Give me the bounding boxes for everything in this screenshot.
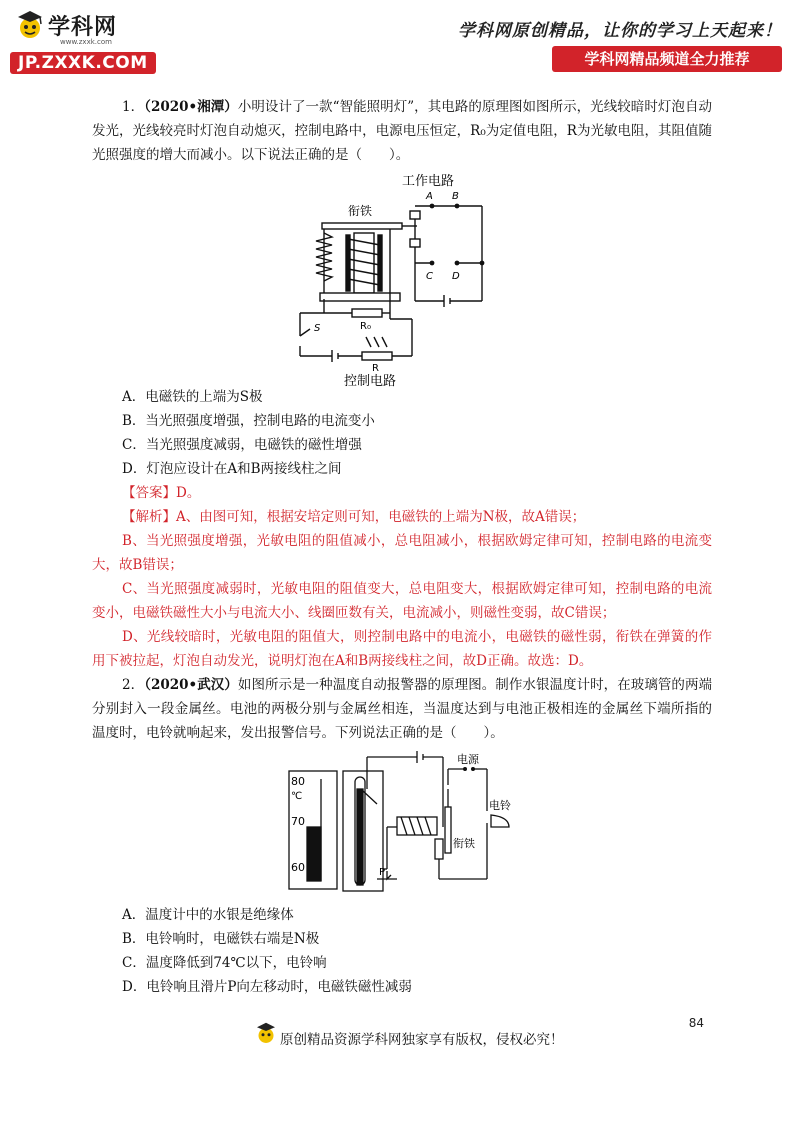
q1-option-a: A．电磁铁的上端为S极 <box>122 389 263 405</box>
tick-80: 80 <box>291 775 305 788</box>
q2-option-a: A．温度计中的水银是绝缘体 <box>122 907 294 923</box>
question-body: 小明设计了一款“智能照明灯”，其电路的原理图如图所示，光线较暗时灯泡自动发光，光线较亮时灯泡自动熄灭，控制电路中，电源电压恒定，R₀为定值电阻，R为光敏电阻，其阻值随光照强度的增大而减小。以下说法正确的是（ ）。 <box>92 99 712 163</box>
q1-option-c: C．当光照强度减弱，电磁铁的磁性增强 <box>122 437 362 453</box>
label-R0: R₀ <box>360 321 371 332</box>
question-1-text <box>92 95 712 167</box>
label-C: C <box>426 271 433 282</box>
label-P: P <box>379 867 386 878</box>
label-armature: 衔铁 <box>453 837 475 850</box>
page-number: 84 <box>688 1016 704 1030</box>
tick-unit: ℃ <box>291 791 303 802</box>
q1-explanation-b: B、当光照强度增强，光敏电阻的阻值减小，总电阻减小，根据欧姆定律可知，控制电路的电流变大，故B错误； <box>92 533 712 573</box>
q1-explanation-c: C、当光照强度减弱时，光敏电阻的阻值变大，总电阻变大，根据欧姆定律可知，控制电路的电流变小，电磁铁磁性大小与电流大小、线圈匝数有关，电流减小，则磁性变弱，故C错误； <box>92 581 712 621</box>
q2-option-c: C．温度降低到74℃以下，电铃响 <box>122 955 327 971</box>
q1-option-d: D．灯泡应设计在A和B两接线柱之间 <box>122 461 342 477</box>
tick-60: 60 <box>291 861 305 874</box>
label-armature: 衔铁 <box>348 204 373 218</box>
mascot-logo-icon <box>254 1020 278 1048</box>
q2-option-b: B．电铃响时，电磁铁右端是N极 <box>122 931 320 947</box>
page-header <box>0 0 800 80</box>
question-source: （2020•武汉） <box>144 677 238 693</box>
tick-70: 70 <box>291 815 305 828</box>
question-source: （2020•湘潭） <box>144 99 238 115</box>
question-number: 2． <box>122 677 145 693</box>
label-S: S <box>314 323 321 334</box>
q2-alarm-diagram <box>277 749 527 899</box>
label-B: B <box>452 191 459 202</box>
question-body: 如图所示是一种温度自动报警器的原理图。制作水银温度计时，在玻璃管的两端分别封入一段金属丝。电池的两极分别与金属丝相连，当温度达到与电池正极相连的金属丝下端所指的温度时，电铃就响起来，发出报警信号。下列说法正确的是（ ）。 <box>92 677 713 741</box>
label-work-circuit: 工作电路 <box>402 174 455 189</box>
label-bell: 电铃 <box>489 799 511 812</box>
mascot-logo-icon <box>14 8 46 44</box>
label-power: 电源 <box>457 753 479 766</box>
logo-url[interactable]: JP.ZXXK.COM <box>10 52 156 74</box>
copyright-notice: 原创精品资源学科网独家享有版权，侵权必究！ <box>280 1032 564 1048</box>
label-R: R <box>372 363 379 374</box>
logo-title: 学科网 <box>48 15 118 40</box>
label-D: D <box>452 271 460 282</box>
q2-option-d: D．电铃响且滑片P向左移动时，电磁铁磁性减弱 <box>122 979 412 995</box>
question-number: 1． <box>122 99 145 115</box>
document-body <box>92 95 712 999</box>
q1-circuit-diagram <box>292 171 512 389</box>
q1-option-b: B．当光照强度增强，控制电路的电流变小 <box>122 413 375 429</box>
logo-url-small: www.zxxk.com <box>60 38 112 46</box>
q1-explanation-d: D、光线较暗时，光敏电阻的阻值大，则控制电路中的电流小，电磁铁的磁性弱，衔铁在弹簧的作用下被拉起，灯泡自动发光，说明灯泡在A和B两接线柱之间，故D正确。故选：D。 <box>92 629 712 669</box>
channel-banner: 学科网精品频道全力推荐 <box>552 46 782 72</box>
label-control-circuit: 控制电路 <box>344 374 397 389</box>
q1-explanation-a: 【解析】A、由图可知，根据安培定则可知，电磁铁的上端为N极，故A错误； <box>122 509 586 525</box>
q1-answer: 【答案】D。 <box>122 485 201 501</box>
label-A: A <box>426 191 433 202</box>
question-2-text <box>92 673 712 745</box>
header-slogan: 学科网原创精品，让你的学习上天起来！ <box>458 21 782 41</box>
